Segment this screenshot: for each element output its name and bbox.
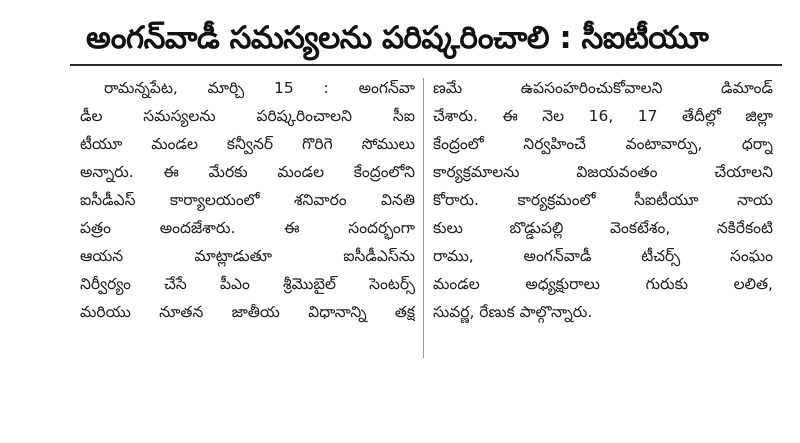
article-line: రాము, అంగన్‌వాడీ టీచర్స్ సంఘం <box>433 247 773 265</box>
article-line: ణమే ఉపసంహరించుకోవాలని డిమాండ్ <box>433 79 773 97</box>
article-line: ఐసీడీఎస్ కార్యాలయంలో శనివారం వినతి <box>80 191 415 209</box>
article-line: డీల సమస్యలను పరిష్కరించాలని సీఐ <box>80 107 415 125</box>
article-line: టీయూ మండల కన్వీనర్ గొరిగె సోములు <box>80 135 415 153</box>
article-line: కేంద్రంలో నిర్వహించే వంటావార్పు, ధర్నా <box>433 135 773 153</box>
article-line: అన్నారు. ఈ మేరకు మండల కేంద్రంలోని <box>80 163 415 181</box>
article-line: చేశారు. ఈ నెల 16, 17 తేదీల్లో జిల్లా <box>433 107 773 125</box>
headline-rule <box>70 64 782 66</box>
article-line: మరియు నూతన జాతీయ విధానాన్ని తక్ష <box>80 303 415 321</box>
article-line: కోరారు. కార్యక్రమంలో సీఐటీయూ నాయ <box>433 191 773 209</box>
article-line: కార్యక్రమాలను విజయవంతం చేయాలని <box>433 163 773 181</box>
column-divider <box>423 78 424 358</box>
article-line: మండల అధ్యక్షురాలు గురుకు లలిత, <box>433 275 773 293</box>
article-column-right <box>433 74 773 326</box>
article-column-left <box>80 74 415 326</box>
article-line: కులు బొడ్డుపల్లి వెంకటేశం, నకిరేకంటి <box>433 219 773 237</box>
article-headline: అంగన్‌వాడీ సమస్యలను పరిష్కరించాలి : సీఐటీయూ <box>86 20 709 56</box>
article-line: రామన్నపేట, మార్చి 15 : అంగన్‌వా <box>104 79 415 97</box>
article-line: సువర్ణ, రేణుక పాల్గొన్నారు. <box>433 303 593 321</box>
newspaper-clipping <box>70 14 782 364</box>
article-line: ఆయన మాట్లాడుతూ ఐసీడీఎస్‌ను <box>80 247 415 265</box>
article-line: పత్రం అందజేశారు. ఈ సందర్భంగా <box>80 219 415 237</box>
article-line: నిర్వీర్యం చేసే పీఎం శ్రీమొబైల్ సెంటర్స్ <box>80 275 415 293</box>
